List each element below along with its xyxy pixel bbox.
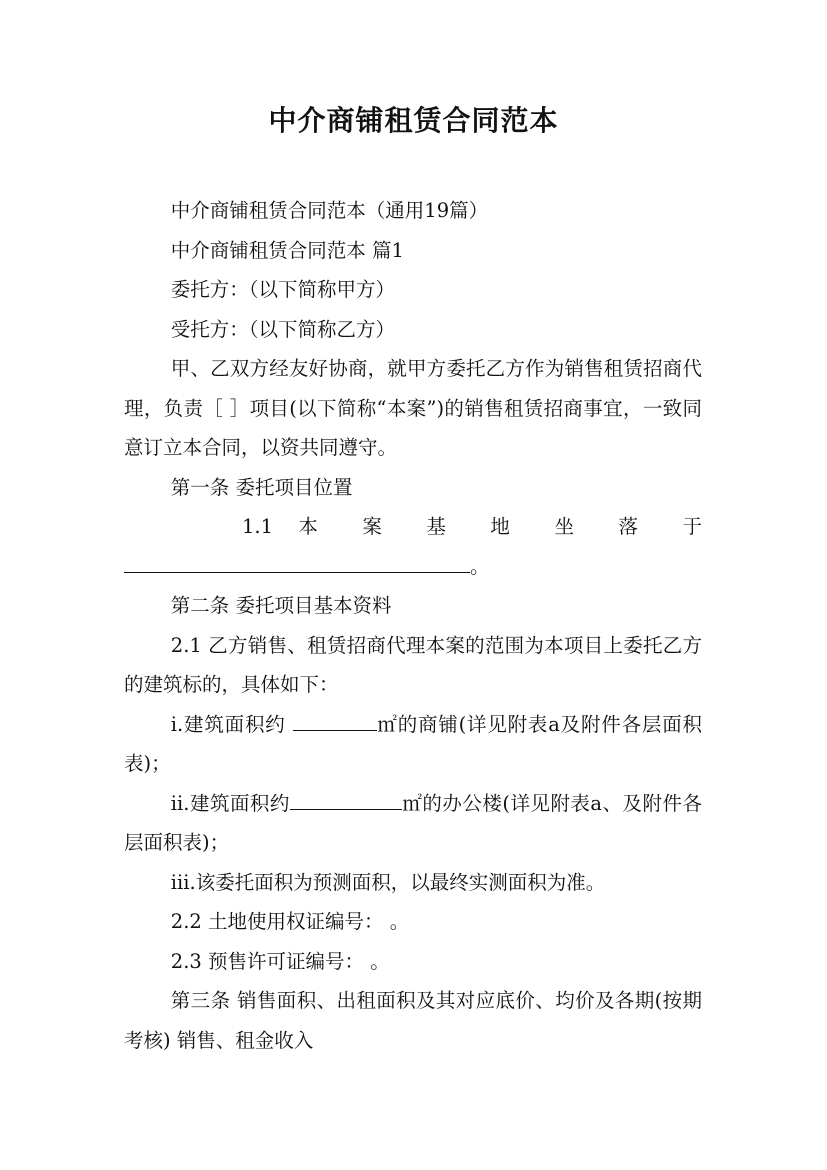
paragraph-article-3: 第三条 销售面积、出租面积及其对应底价、均价及各期(按期考核) 销售、租金收入: [124, 989, 702, 1052]
paragraph-subtitle: 中介商铺租赁合同范本（通用19篇）: [170, 199, 489, 222]
paragraph-clause-2-2: 2.2 土地使用权证编号： 。: [170, 910, 410, 933]
paragraph-section-heading: 中介商铺租赁合同范本 篇1: [170, 238, 404, 262]
paragraph-article-1: 第一条 委托项目位置: [170, 475, 353, 499]
paragraph-clause-1-1: 1.1 本 案 基 地 坐 落 于: [242, 515, 702, 538]
paragraph-clause-2-1: 2.1 乙方销售、租赁招商代理本案的范围为本项目上委托乙方的建筑标的，具体如下：: [124, 633, 702, 696]
item-ii-suffix: ㎡的办公楼(详见附表a、及附件各层面积表)；: [124, 791, 703, 854]
item-i-prefix: i.建筑面积约: [170, 712, 293, 736]
blank-line: [290, 789, 402, 810]
paragraph-entrusting-party: 委托方：（以下简称甲方）: [170, 278, 396, 301]
paragraph-item-i: [124, 705, 702, 784]
document-title: 中介商铺租赁合同范本: [268, 104, 559, 137]
paragraph-agreement-intro: 甲、乙双方经友好协商，就甲方委托乙方作为销售租赁招商代理，负责［ ］项目(以下简称“本案”)的销售租赁招商事宜，一致同意订立本合同，以资共同遵守。: [124, 357, 702, 459]
period-mark: 。: [470, 554, 490, 578]
paragraph-item-iii: iii.该委托面积为预测面积，以最终实测面积为准。: [170, 870, 606, 894]
document-body: [124, 191, 702, 1060]
item-i-suffix: ㎡的商铺(详见附表a及附件各层面积表)；: [124, 712, 703, 775]
paragraph-item-ii: [124, 784, 702, 863]
paragraph-location-blank: [124, 547, 702, 587]
blank-line: [293, 710, 377, 731]
paragraph-entrusted-party: 受托方：（以下简称乙方）: [170, 317, 396, 341]
blank-line: [124, 552, 470, 573]
paragraph-clause-2-3: 2.3 预售许可证编号： 。: [170, 949, 390, 973]
paragraph-article-2: 第二条 委托项目基本资料: [170, 594, 392, 617]
item-ii-prefix: ii.建筑面积约: [170, 791, 290, 815]
